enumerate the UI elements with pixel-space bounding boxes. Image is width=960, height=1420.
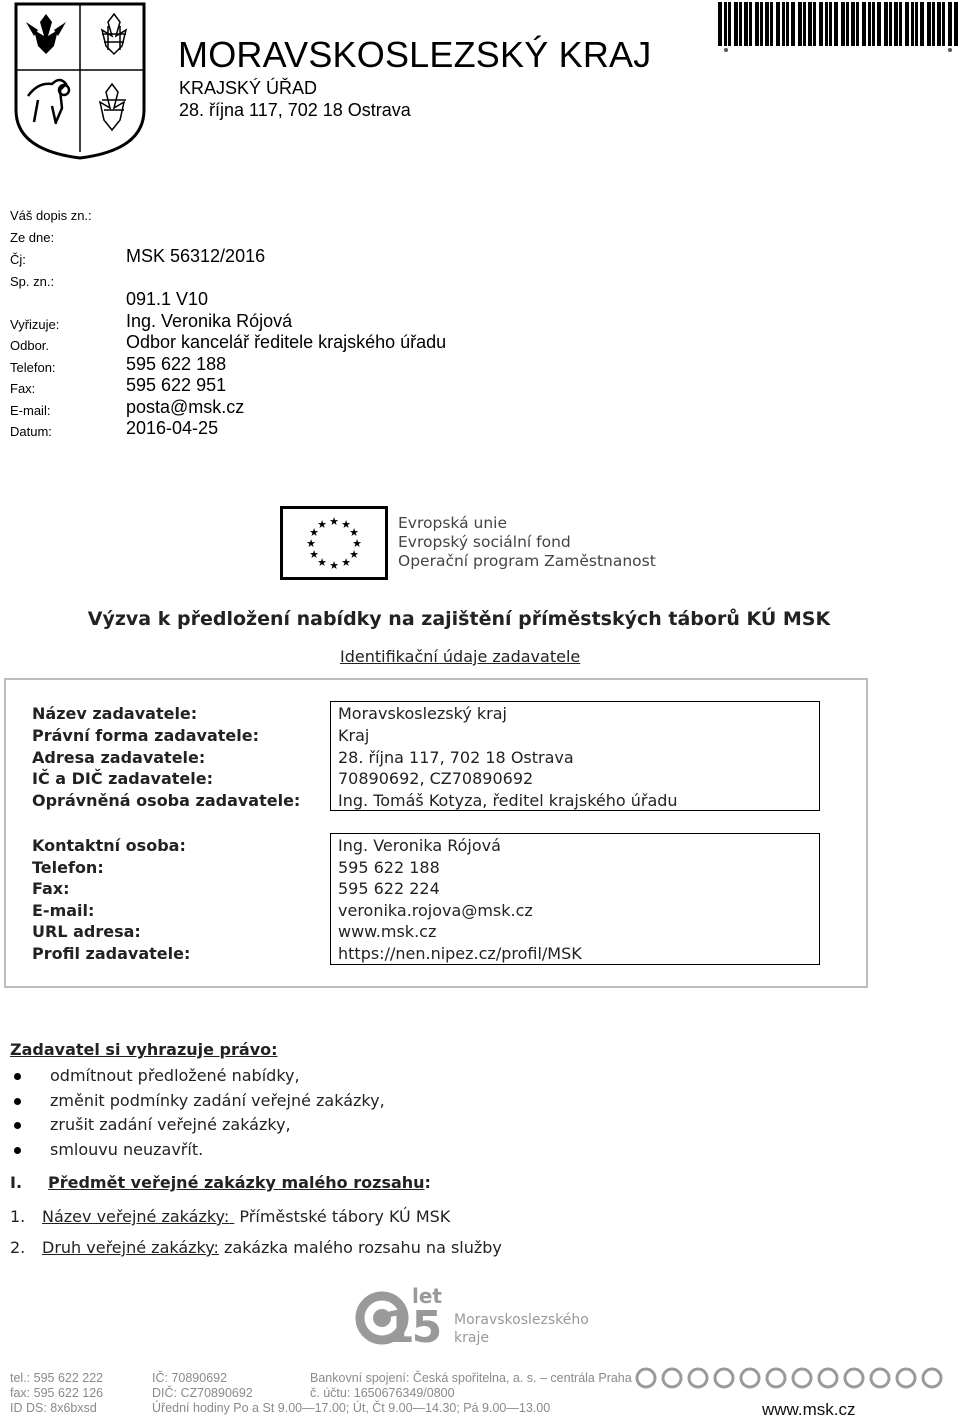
bullet-icon xyxy=(14,1098,21,1105)
svg-text:★: ★ xyxy=(317,556,327,569)
item-1-value: Příměstské tábory KÚ MSK xyxy=(234,1207,451,1226)
contact-label-osoba: Kontaktní osoba: xyxy=(32,836,186,855)
svg-text:★: ★ xyxy=(306,537,316,550)
eu-line-1: Evropská unie xyxy=(398,514,508,532)
reservations-title: Zadavatel si vyhrazuje právo: xyxy=(10,1040,278,1059)
bullet-icon xyxy=(14,1122,21,1129)
vas-dopis-label: Váš dopis zn.: xyxy=(10,208,92,223)
sp-zn-value: 091.1 V10 xyxy=(126,289,209,309)
barcode-image xyxy=(718,2,958,54)
footer-fax: fax: 595 622 126 xyxy=(10,1386,104,1400)
cj-value: MSK 56312/2016 xyxy=(126,246,266,266)
contact-value-osoba: Ing. Veronika Rójová xyxy=(338,836,501,855)
bullet-icon xyxy=(14,1147,21,1154)
section-title xyxy=(48,1173,431,1192)
id-value-adresa: 28. října 117, 702 18 Ostrava xyxy=(338,748,574,767)
fax-label: Fax: xyxy=(10,381,36,396)
section-title-text: Předmět veřejné zakázky malého rozsahu xyxy=(48,1173,425,1192)
bullet-icon xyxy=(14,1073,21,1080)
anniversary-line-2: kraje xyxy=(454,1330,489,1346)
svg-text:★: ★ xyxy=(349,548,359,561)
footer-website: www.msk.cz xyxy=(762,1400,856,1419)
contact-value-email: veronika.rojova@msk.cz xyxy=(338,901,533,920)
id-label-ic-dic: IČ a DIČ zadavatele: xyxy=(32,769,213,788)
svg-text:★: ★ xyxy=(309,526,319,539)
contact-value-url: www.msk.cz xyxy=(338,922,437,941)
footer-bank: Bankovní spojení: Česká spořitelna, a. s. – centrála Praha xyxy=(310,1371,632,1385)
fax-value: 595 622 951 xyxy=(126,375,227,395)
footer-ic: IČ: 70890692 xyxy=(152,1371,228,1385)
telefon-label: Telefon: xyxy=(10,360,56,375)
item-1-number: 1. xyxy=(10,1207,26,1226)
reservation-item: zrušit zadání veřejné zakázky, xyxy=(50,1115,291,1134)
svg-text:★: ★ xyxy=(329,559,339,572)
svg-text:★: ★ xyxy=(341,518,351,531)
contact-label-telefon: Telefon: xyxy=(32,858,104,877)
id-label-nazev: Název zadavatele: xyxy=(32,704,198,723)
cj-label: Čj: xyxy=(10,252,26,267)
svg-text:★: ★ xyxy=(329,515,339,528)
footer-ornament-icon xyxy=(632,1364,956,1392)
section-numeral: I. xyxy=(10,1173,23,1192)
coat-of-arms-logo xyxy=(12,0,148,160)
svg-text:★: ★ xyxy=(317,518,327,531)
item-2-value: zakázka malého rozsahu na služby xyxy=(218,1238,502,1257)
odbor-label: Odbor. xyxy=(10,338,50,353)
item-2-label: Druh veřejné zakázky: xyxy=(42,1238,219,1257)
telefon-value: 595 622 188 xyxy=(126,354,227,374)
datum-label: Datum: xyxy=(10,424,52,439)
anniversary-number: 15 xyxy=(384,1302,440,1353)
contact-label-url: URL adresa: xyxy=(32,922,141,941)
section-title-colon: : xyxy=(424,1173,431,1192)
vyrizuje-value: Ing. Veronika Rójová xyxy=(126,311,293,331)
org-name: MORAVSKOSLEZSKÝ KRAJ xyxy=(178,34,652,75)
eu-line-3: Operační program Zaměstnanost xyxy=(398,552,656,570)
id-label-opravnena-osoba: Oprávněná osoba zadavatele: xyxy=(32,791,301,810)
svg-text:★: ★ xyxy=(352,537,362,550)
email-label: E-mail: xyxy=(10,403,51,418)
footer-account: č. účtu: 1650676349/0800 xyxy=(310,1386,455,1400)
item-1-label: Název veřejné zakázky: xyxy=(42,1207,230,1226)
vyrizuje-label: Vyřizuje: xyxy=(10,317,60,332)
sp-zn-label: Sp. zn.: xyxy=(10,274,55,289)
document-subtitle: Identifikační údaje zadavatele xyxy=(340,647,581,666)
contact-label-profil: Profil zadavatele: xyxy=(32,944,191,963)
anniversary-logo xyxy=(350,1284,590,1358)
contact-value-profil: https://nen.nipez.cz/profil/MSK xyxy=(338,944,582,963)
email-value: posta@msk.cz xyxy=(126,397,245,417)
id-label-adresa: Adresa zadavatele: xyxy=(32,748,206,767)
svg-text:★: ★ xyxy=(349,526,359,539)
anniversary-let: let xyxy=(412,1284,442,1308)
office-address: 28. října 117, 702 18 Ostrava xyxy=(179,100,411,120)
id-value-nazev: Moravskoslezský kraj xyxy=(338,704,507,723)
reservation-item: změnit podmínky zadání veřejné zakázky, xyxy=(50,1091,385,1110)
contact-value-telefon: 595 622 188 xyxy=(338,858,440,877)
id-value-pravni-forma: Kraj xyxy=(338,726,370,745)
item-2-number: 2. xyxy=(10,1238,26,1257)
contact-label-fax: Fax: xyxy=(32,879,70,898)
footer-hours: Úřední hodiny Po a St 9.00—17.00; Út, Čt 9.00—14.30; Pá 9.00—13.00 xyxy=(152,1401,551,1415)
reservation-item: odmítnout předložené nabídky, xyxy=(50,1066,300,1085)
document-title: Výzva k předložení nabídky na zajištění příměstských táborů KÚ MSK xyxy=(87,608,831,630)
eu-line-2: Evropský sociální fond xyxy=(398,533,571,551)
svg-text:★: ★ xyxy=(309,548,319,561)
eu-stars-icon xyxy=(283,509,385,577)
eu-flag-logo xyxy=(280,506,388,580)
odbor-value: Odbor kancelář ředitele krajského úřadu xyxy=(126,332,447,352)
reservation-item: smlouvu neuzavřít. xyxy=(50,1140,204,1159)
footer-tel: tel.: 595 622 222 xyxy=(10,1371,104,1385)
contact-value-fax: 595 622 224 xyxy=(338,879,440,898)
office-name: KRAJSKÝ ÚŘAD xyxy=(179,78,318,98)
footer-ds: ID DS: 8x6bxsd xyxy=(10,1401,97,1415)
item-1 xyxy=(42,1207,450,1226)
ze-dne-label: Ze dne: xyxy=(10,230,55,245)
datum-value: 2016-04-25 xyxy=(126,418,219,438)
id-value-opravnena-osoba: Ing. Tomáš Kotyza, ředitel krajského úřadu xyxy=(338,791,678,810)
id-label-pravni-forma: Právní forma zadavatele: xyxy=(32,726,259,745)
footer-dic: DIČ: CZ70890692 xyxy=(152,1386,253,1400)
anniversary-line-1: Moravskoslezského xyxy=(454,1312,589,1328)
item-2 xyxy=(42,1238,502,1257)
id-value-ic-dic: 70890692, CZ70890692 xyxy=(338,769,534,788)
svg-text:★: ★ xyxy=(341,556,351,569)
contact-label-email: E-mail: xyxy=(32,901,95,920)
